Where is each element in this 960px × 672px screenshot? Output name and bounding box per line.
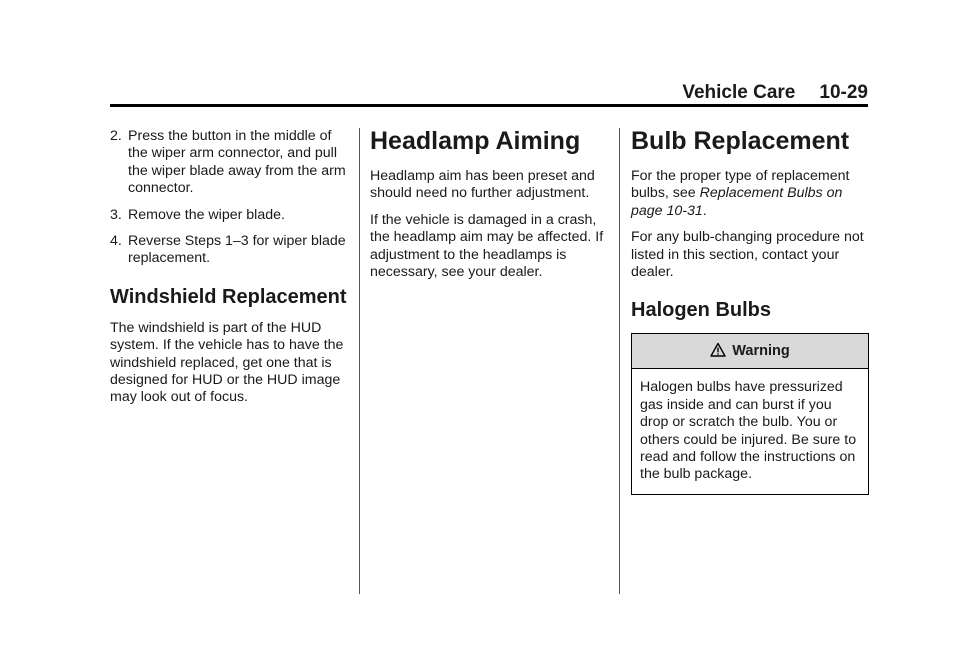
warning-icon	[710, 342, 726, 358]
column-2	[370, 128, 608, 290]
column-1	[110, 128, 350, 416]
step-number: 3.	[110, 206, 122, 223]
halogen-bulbs-heading: Halogen Bulbs	[631, 299, 772, 322]
bulb-paragraph-1-end: .	[702, 202, 707, 219]
header-rule	[110, 104, 868, 107]
step-3	[110, 207, 350, 224]
headlamp-paragraph-1: Headlamp aim has been preset and should need no further adjustment.	[370, 168, 595, 202]
bulb-replacement-heading: Bulb Replacement	[631, 127, 850, 155]
headlamp-paragraph-2: If the vehicle is damaged in a crash, the headlamp aim may be affected. If adjustment to the headlamps is necessary, see your dealer.	[370, 211, 604, 281]
bulb-paragraph-1-text: For the proper type of replacement bulbs, see	[631, 168, 850, 202]
step-number: 2.	[110, 128, 122, 144]
warning-title: Warning	[732, 342, 790, 359]
windshield-heading: Windshield Replacement	[110, 285, 347, 308]
section-title: Vehicle Care	[682, 82, 796, 103]
headlamp-aiming-heading: Headlamp Aiming	[370, 127, 581, 155]
page-number: 10-29	[819, 82, 868, 103]
step-4	[110, 233, 350, 268]
step-text: Remove the wiper blade.	[128, 206, 285, 223]
step-text: Press the button in the middle of the wiper arm connector, and pull the wiper blade away from the arm connector.	[128, 128, 346, 197]
column-3	[631, 128, 869, 495]
warning-header	[632, 334, 868, 369]
column-divider-1	[359, 128, 360, 594]
replacement-bulbs-reference[interactable]: Replacement Bulbs on page 10-31	[631, 185, 843, 219]
column-divider-2	[619, 128, 620, 594]
step-text: Reverse Steps 1–3 for wiper blade replacement.	[128, 233, 346, 267]
step-number: 4.	[110, 233, 122, 250]
windshield-body: The windshield is part of the HUD system. If the vehicle has to have the windshield replaced, get one that is designed for HUD or the HUD image may look out of focus.	[110, 319, 344, 406]
warning-box	[631, 333, 869, 494]
step-2	[110, 128, 350, 198]
bulb-paragraph-1	[631, 168, 869, 220]
page-header	[110, 82, 868, 104]
warning-body: Halogen bulbs have pressurized gas inside and can burst if you drop or scratch the bulb. You or others could be injured. Be sure to read and follow the instructions on the bulb package.	[640, 379, 857, 483]
bulb-paragraph-2: For any bulb-changing procedure not listed in this section, contact your dealer.	[631, 229, 864, 281]
